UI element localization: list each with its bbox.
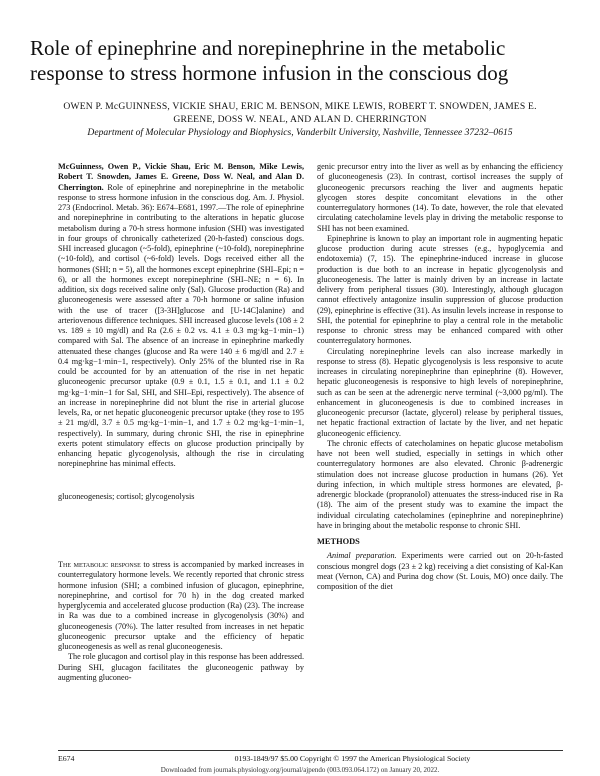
keywords	[58, 492, 304, 502]
footer-rule	[58, 750, 563, 751]
intro-paragraph-2: The role glucagon and cortisol play in this response has been addressed. During SHI, glucagon facilitates the gluconeogenic pathway by augmenting gluconeo-	[58, 652, 305, 682]
issn-copyright: 0193-1849/97 $5.00 Copyright © 1997 the American Physiological Society	[234, 754, 471, 763]
download-notice: Downloaded from journals.physiology.org/journal/ajpendo (003.093.064.172) on January 20, 2022.	[160, 766, 440, 774]
abstract-citation: McGuinness, Owen P., Vickie Shau, Eric M. Benson, Mike Lewis, Robert T. Snowden, James E. Greene, Doss W. Neal, and Alan D. Cherrington.	[58, 162, 304, 192]
methods-subheading: Animal preparation.	[327, 551, 397, 561]
abstract-text: Role of epinephrine and norepinephrine in the metabolic response to stress hormone infusion in the conscious dog. Am. J. Physiol. 273 (Endocrinol. Metab. 36): E674–E681, 1997.—The role of epinephrine and norepinephrine in contributing to the alterations in hepatic glucose metabolism during a 70-h stress hormone infusion (SHI) was investigated in four groups of chronically catheterized (20-h-fasted) conscious dogs. SHI increased glucagon (~5-fold), epinephrine (~10-fold), norepinephrine (~10-fold), and cortisol (~6-fold) levels. Dogs received either all the hormones (SHI; n = 5), all the hormones except epinephrine (SHI–Epi; n = 6), or all the hormones except norepinephrine (SHI–NE; n = 6). In addition, six dogs received saline only (Sal). Glucose production (Ra) and gluconeogenesis were assessed after a 70-h hormone or saline infusion with the use of tracer ([3-3H]glucose and [U-14C]alanine) and arteriovenous difference techniques. SHI increased glucose levels (108 ± 2 vs. 189 ± 10 mg/dl) and Ra (2.6 ± 0.2 vs. 4.1 ± 0.3 mg·kg−1·min−1) compared with Sal. The absence of an increase in epinephrine markedly attenuated these changes (glucose and Ra were 140 ± 6 mg/dl and 2.7 ± 0.4 mg·kg−1·min−1, respectively). Only 25% of the blunted rise in Ra could be accounted for by an attenuation of the rise in net hepatic gluconeogenic precursor uptake (0.9 ± 0.1, 1.5 ± 0.1, and 1.1 ± 0.2 mg·kg−1·min−1 for Sal, SHI, and SHI–Epi, respectively). The absence of an increase in norepinephrine did not blunt the rise in arterial glucose levels, Ra, or net hepatic gluconeogenic precursor uptake (they rose to 195 ± 21 mg/dl, 3.7 ± 0.5 mg·kg−1·min−1, and 1.7 ± 0.2 mg·kg−1·min−1, respectively). In summary, during chronic SHI, the rise in epinephrine exerts potent stimulatory effects on glucose production principally by enhancing hepatic glycogenolysis, although the rise in circulating norepinephrine has minimal effects.	[58, 182, 305, 469]
keywords-text: gluconeogenesis; cortisol; glycogenolysis	[58, 492, 195, 501]
page-number: E674	[58, 754, 75, 763]
introduction	[58, 560, 304, 683]
article-title: Role of epinephrine and norepinephrine in the metabolic response to stress hormone infusion in the conscious dog	[30, 36, 509, 85]
right-paragraph-3: Circulating norepinephrine levels can also increase markedly in response to stress (8). Hepatic glycogenolysis is less responsive to acute increases in circulating norepinephrine than epinephrine (8). However, hepatic gluconeogenesis is responsive to high levels of norepinephrine, such as can be seen at the adrenergic nerve terminal (~3,000 pg/ml). The enhancement in gluconeogenesis is due to combined increases in gluconeogenic precursor (lactate, glycerol) release by peripheral tissues, net hepatic fractional extraction of lactate by the liver, and net hepatic gluconeogenic efficiency.	[317, 346, 563, 438]
abstract	[58, 162, 304, 470]
affiliation: Department of Molecular Physiology and Biophysics, Vanderbilt University, Nashville, Tennessee 37232–0615	[87, 127, 513, 138]
right-paragraph-4: The chronic effects of catecholamines on hepatic glucose metabolism have not been well studied, especially in settings in which other counterregulatory hormones are also elevated. Chronic β-adrenergic stimulation does not increase glucose production in humans (26). Yet during infection, in which multiple stress hormones are elevated, β-adrenergic blockade (propranolol) attenuates the stress-induced rise in Ra (18). The aim of the present study was to examine the impact the individual circulating catecholamines (epinephrine and norepinephrine) have in bringing about the metabolic response to chronic SHI.	[317, 438, 563, 530]
right-column	[317, 162, 563, 592]
methods-text: Experiments were carried out on 20-h-fasted conscious mongrel dogs (23 ± 2 kg) receiving a diet consisting of Kal-Kan meat (Vernon, CA) and Purina dog chow (St. Louis, MO) once daily. The composition of the diet	[317, 551, 563, 591]
intro-lead: The metabolic response	[58, 560, 141, 569]
methods-heading: METHODS	[317, 537, 360, 546]
author-list: OWEN P. McGUINNESS, VICKIE SHAU, ERIC M. BENSON, MIKE LEWIS, ROBERT T. SNOWDEN, JAMES E. GREENE, DOSS W. NEAL, AND ALAN D. CHERRINGTON	[63, 101, 537, 125]
right-paragraph-1: genic precursor entry into the liver as well as by enhancing the efficiency of gluconeogenesis (23). In contrast, cortisol increases the supply of gluconeogenic precursors reaching the liver and augments hepatic glycogen stores despite concomitant elevations in the other counterregulatory hormones (14). To date, however, the role that elevated circulating catecholamine levels play in driving the metabolic response to SHI has not been examined.	[317, 162, 563, 233]
right-paragraph-2: Epinephrine is known to play an important role in augmenting hepatic glucose production during acute stresses (e.g., hypoglycemia and endotoxemia) (7, 15). The epinephrine-induced increase in glucose production is due both to an increase in hepatic glycogenolysis and gluconeogenesis. The latter is mainly driven by an increase in lactate delivery from peripheral tissues (30). Interestingly, although glucagon cannot effectively antagonize insulin suppression of glucose production (29), epinephrine is effective (31). As insulin levels increase in response to SHI, the potential for epinephrine to play a central role in the metabolic response to chronic stress may be enhanced compared with other counterregulatory hormones.	[317, 233, 563, 346]
intro-paragraph-1: to stress is accompanied by marked increases in counterregulatory hormone levels. We recently reported that chronic stress hormone infusion (SHI; a combined infusion of glucagon, epinephrine, norepinephrine, and cortisol for 70 h) in the dog created marked hyperglycemia and accelerated glucose production (Ra) (23). The increase in Ra was due to a combined increase in glycogenolysis (30%) and gluconeogenesis (70%). The latter resulted from increases in net hepatic gluconeogenic precursor uptake and the efficiency of hepatic gluconeogenesis as well as renal gluconeogenesis.	[58, 560, 304, 651]
